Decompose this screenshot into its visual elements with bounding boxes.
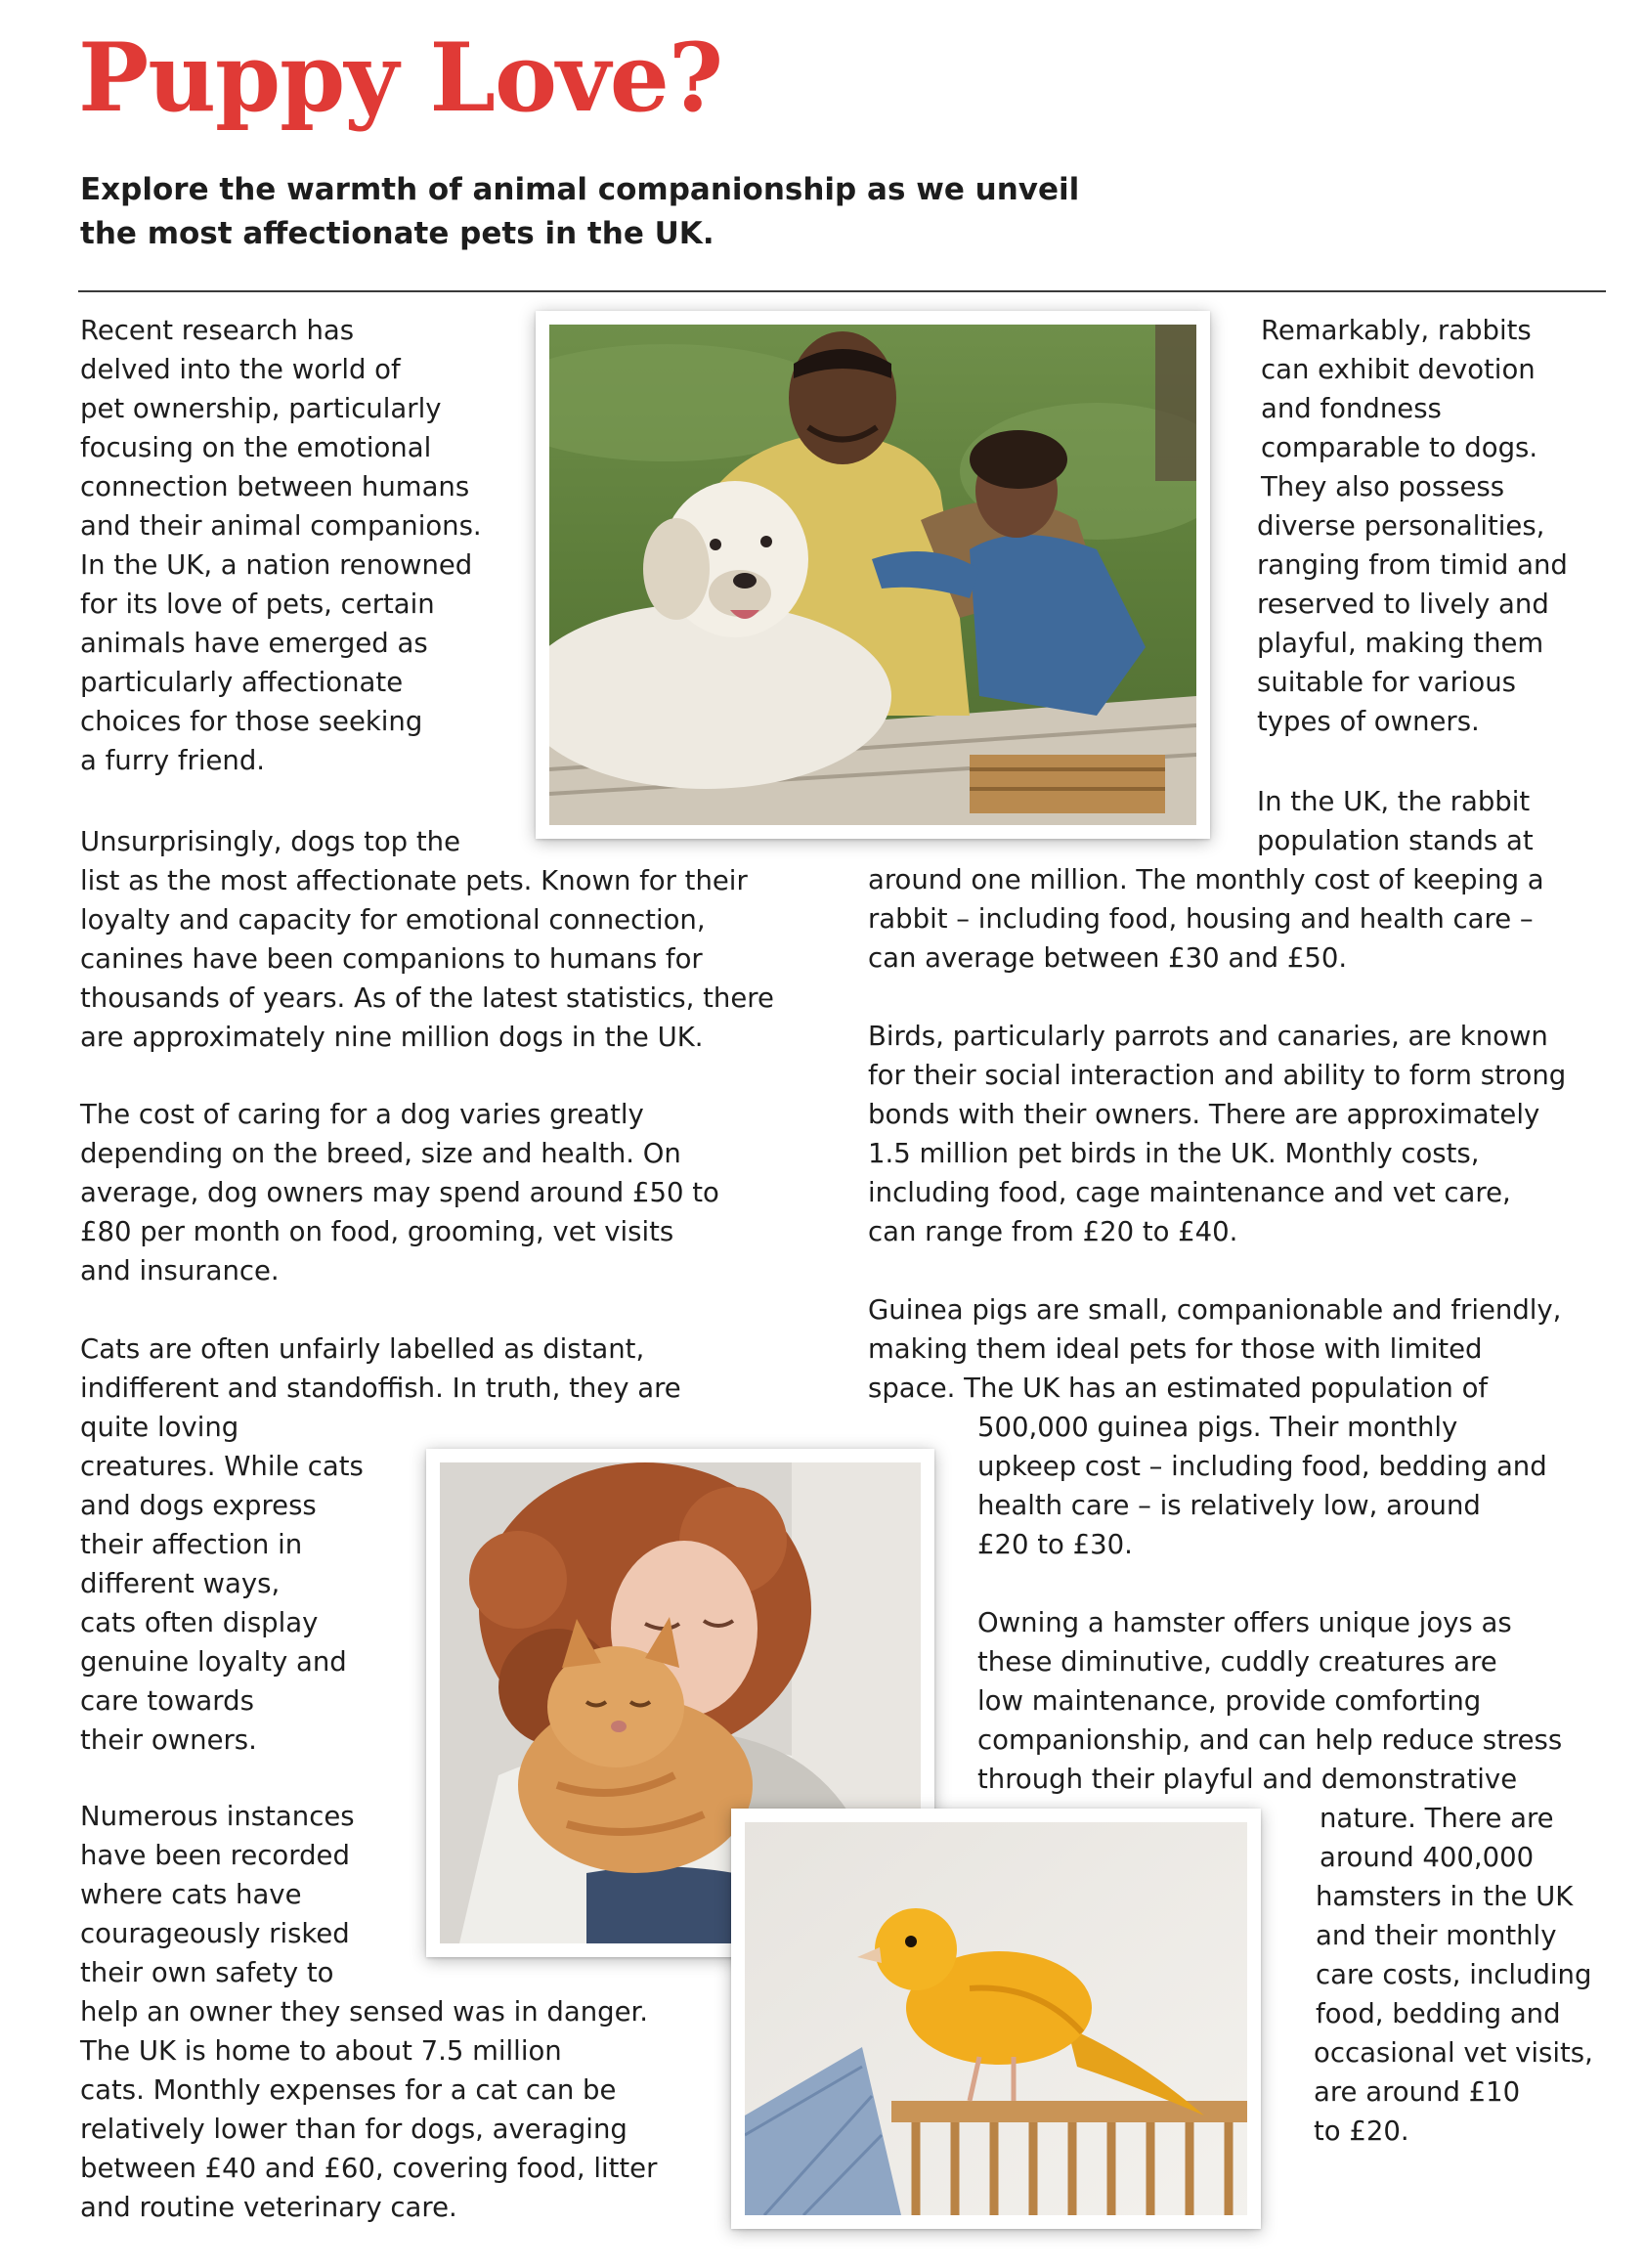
text-line: and their monthly <box>1316 1920 1557 1951</box>
text-line: canines have been companions to humans for <box>80 943 703 975</box>
text-line: genuine loyalty and <box>80 1646 347 1678</box>
text-line: focusing on the emotional <box>80 432 432 463</box>
text-line: quite loving <box>80 1412 239 1443</box>
text-line: and routine veterinary care. <box>80 2192 457 2223</box>
text-line: ranging from timid and <box>1257 549 1568 581</box>
subtitle-line: the most affectionate pets in the UK. <box>80 216 714 251</box>
text-line: creatures. While cats <box>80 1451 364 1482</box>
text-line: Birds, particularly parrots and canaries, are known <box>868 1021 1548 1052</box>
text-line: 1.5 million pet birds in the UK. Monthly costs, <box>868 1138 1480 1169</box>
text-line: are around £10 <box>1314 2076 1521 2108</box>
canary-image <box>745 1822 1247 2215</box>
title-divider <box>78 290 1606 292</box>
article-title: Puppy Love? <box>78 22 723 133</box>
text-line: care costs, including <box>1316 1959 1592 1990</box>
text-line: connection between humans <box>80 471 470 502</box>
text-line: around one million. The monthly cost of keeping a <box>868 864 1544 895</box>
text-line: including food, cage maintenance and vet care, <box>868 1177 1511 1208</box>
text-line: and dogs express <box>80 1490 317 1521</box>
text-line: 500,000 guinea pigs. Their monthly <box>977 1412 1458 1443</box>
text-line: The cost of caring for a dog varies greatly <box>80 1099 644 1130</box>
text-line: and their animal companions. <box>80 510 482 542</box>
text-line: cats often display <box>80 1607 319 1638</box>
text-line: delved into the world of <box>80 354 401 385</box>
text-line: between £40 and £60, covering food, litter <box>80 2153 658 2184</box>
text-line: playful, making them <box>1257 628 1544 659</box>
family-dog-image <box>549 325 1196 825</box>
text-line: Guinea pigs are small, companionable and friendly, <box>868 1294 1562 1326</box>
text-line: The UK is home to about 7.5 million <box>80 2035 562 2067</box>
text-line: loyalty and capacity for emotional connection, <box>80 904 706 936</box>
text-line: their own safety to <box>80 1957 334 1988</box>
text-line: food, bedding and <box>1316 1998 1561 2029</box>
text-line: and insurance. <box>80 1255 280 1287</box>
text-line: animals have emerged as <box>80 628 428 659</box>
text-line: upkeep cost – including food, bedding and <box>977 1451 1547 1482</box>
text-line: Owning a hamster offers unique joys as <box>977 1607 1512 1638</box>
text-line: list as the most affectionate pets. Known for their <box>80 865 748 896</box>
text-line: relatively lower than for dogs, averaging <box>80 2114 628 2145</box>
text-line: to £20. <box>1314 2115 1409 2147</box>
text-line: courageously risked <box>80 1918 350 1949</box>
text-line: can exhibit devotion <box>1261 354 1536 385</box>
text-line: bonds with their owners. There are approximately <box>868 1099 1540 1130</box>
text-line: for their social interaction and ability to form strong <box>868 1060 1567 1091</box>
text-line: are approximately nine million dogs in the UK. <box>80 1022 704 1053</box>
article-subtitle <box>80 168 1155 256</box>
text-line: average, dog owners may spend around £50 to <box>80 1177 719 1208</box>
text-line: population stands at <box>1257 825 1534 856</box>
text-line: these diminutive, cuddly creatures are <box>977 1646 1497 1678</box>
text-line: reserved to lively and <box>1257 589 1549 620</box>
text-line: choices for those seeking <box>80 706 423 737</box>
text-line: suitable for various <box>1257 667 1516 698</box>
text-line: thousands of years. As of the latest statistics, there <box>80 982 774 1014</box>
text-line: In the UK, a nation renowned <box>80 549 473 581</box>
text-line: can range from £20 to £40. <box>868 1216 1238 1247</box>
text-line: through their playful and demonstrative <box>977 1764 1518 1795</box>
text-line: £80 per month on food, grooming, vet visits <box>80 1216 674 1247</box>
text-line: for its love of pets, certain <box>80 589 435 620</box>
text-line: Unsurprisingly, dogs top the <box>80 826 461 857</box>
text-line: particularly affectionate <box>80 667 404 698</box>
text-line: care towards <box>80 1685 254 1717</box>
text-line: nature. There are <box>1320 1803 1554 1834</box>
text-line: and fondness <box>1261 393 1442 424</box>
text-line: rabbit – including food, housing and health care – <box>868 903 1534 935</box>
text-line: £20 to £30. <box>977 1529 1133 1560</box>
text-line: different ways, <box>80 1568 281 1599</box>
text-line: Remarkably, rabbits <box>1261 315 1532 346</box>
text-line: indifferent and standoffish. In truth, they are <box>80 1373 681 1404</box>
text-line: can average between £30 and £50. <box>868 942 1348 974</box>
text-line: diverse personalities, <box>1257 510 1545 542</box>
text-line: comparable to dogs. <box>1261 432 1538 463</box>
text-line: hamsters in the UK <box>1316 1881 1574 1912</box>
text-line: a furry friend. <box>80 745 266 776</box>
text-line: making them ideal pets for those with limited <box>868 1333 1483 1365</box>
text-line: where cats have <box>80 1879 302 1910</box>
text-line: occasional vet visits, <box>1314 2037 1593 2069</box>
text-line: have been recorded <box>80 1840 350 1871</box>
text-line: Recent research has <box>80 315 355 346</box>
text-line: Cats are often unfairly labelled as distant, <box>80 1333 645 1365</box>
text-line: companionship, and can help reduce stress <box>977 1724 1563 1756</box>
text-line: help an owner they sensed was in danger. <box>80 1996 649 2028</box>
text-line: depending on the breed, size and health. On <box>80 1138 681 1169</box>
text-line: their owners. <box>80 1724 257 1756</box>
text-line: types of owners. <box>1257 706 1480 737</box>
text-line: space. The UK has an estimated population of <box>868 1373 1489 1404</box>
text-line: pet ownership, particularly <box>80 393 442 424</box>
text-line: around 400,000 <box>1320 1842 1535 1873</box>
text-line: In the UK, the rabbit <box>1257 786 1531 817</box>
text-line: They also possess <box>1261 471 1505 502</box>
text-line: their affection in <box>80 1529 303 1560</box>
text-line: cats. Monthly expenses for a cat can be <box>80 2074 617 2106</box>
family-dog-photo <box>536 311 1210 839</box>
canary-photo <box>731 1809 1261 2229</box>
text-line: Numerous instances <box>80 1801 355 1832</box>
subtitle-line: Explore the warmth of animal companionship as we unveil <box>80 172 1080 207</box>
text-line: low maintenance, provide comforting <box>977 1685 1482 1717</box>
text-line: health care – is relatively low, around <box>977 1490 1481 1521</box>
